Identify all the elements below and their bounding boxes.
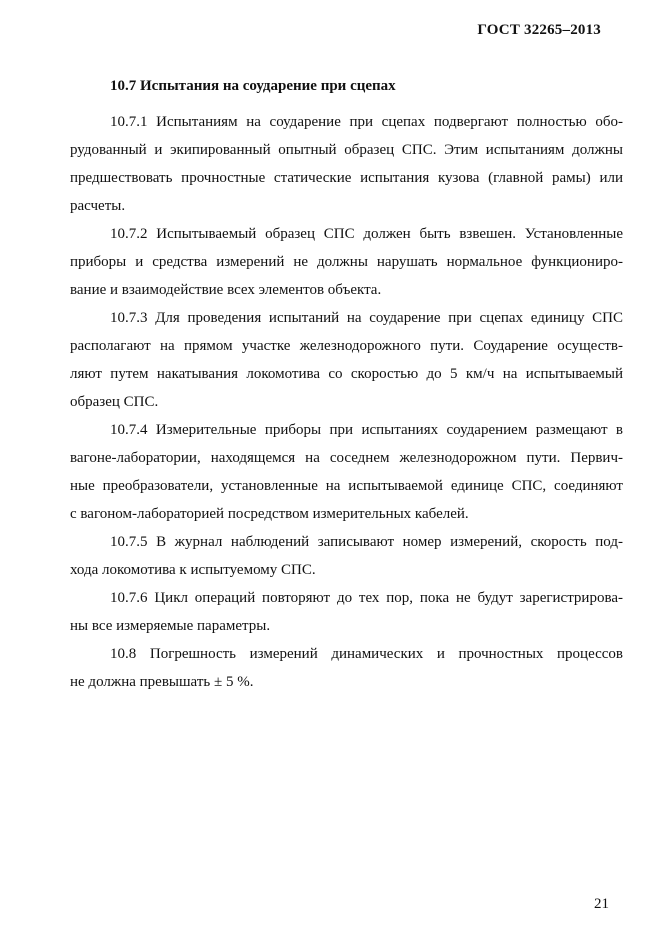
paragraph-line: вагоне-лаборатории, находящемся на соседнем железнодорожном пути. Первич-: [70, 450, 623, 466]
paragraph-line: с вагоном-лабораторией посредством измерительных кабелей.: [70, 506, 469, 522]
paragraph-line: предшествовать прочностные статические испытания кузова (главной рамы) или: [70, 170, 623, 186]
paragraph-line: 10.7.5 В журнал наблюдений записывают номер измерений, скорость под-: [110, 534, 623, 550]
paragraph-line: ляют путем накатывания локомотива со скоростью до 5 км/ч на испытываемый: [70, 366, 623, 382]
paragraph: [70, 220, 623, 304]
paragraph-list: [70, 108, 623, 696]
paragraph: [70, 108, 623, 220]
paragraph-line: 10.7.4 Измерительные приборы при испытаниях соударением размещают в: [110, 422, 623, 438]
paragraph-line: расчеты.: [70, 198, 126, 214]
page-number: 21: [594, 896, 609, 912]
paragraph-line: вание и взаимодействие всех элементов объекта.: [70, 282, 382, 298]
paragraph: [70, 584, 623, 640]
paragraph: [70, 304, 623, 416]
paragraph-line: образец СПС.: [70, 394, 159, 410]
paragraph: [70, 416, 623, 528]
paragraph-line: не должна превышать ± 5 %.: [70, 674, 254, 690]
paragraph-line: ны все измеряемые параметры.: [70, 618, 271, 634]
paragraph-line: ные преобразователи, установленные на испытываемой единице СПС, соединяют: [70, 478, 623, 494]
section-title: 10.7 Испытания на соударение при сцепах: [110, 78, 396, 94]
document-body: [70, 76, 623, 696]
paragraph-line: 10.7.3 Для проведения испытаний на соударение при сцепах единицу СПС: [110, 310, 623, 326]
paragraph-line: приборы и средства измерений не должны нарушать нормальное функциониро-: [70, 254, 623, 270]
paragraph-line: 10.7.2 Испытываемый образец СПС должен быть взвешен. Установленные: [110, 226, 623, 242]
paragraph-line: 10.7.6 Цикл операций повторяют до тех пор, пока не будут зарегистрирова-: [110, 590, 623, 606]
paragraph-line: располагают на прямом участке железнодорожного пути. Соударение осуществ-: [70, 338, 623, 354]
paragraph-line: 10.8 Погрешность измерений динамических и прочностных процессов: [110, 646, 623, 662]
paragraph-line: рудованный и экипированный опытный образец СПС. Этим испытаниям должны: [70, 142, 623, 158]
paragraph-line: 10.7.1 Испытаниям на соударение при сцепах подвергают полностью обо-: [110, 114, 623, 130]
document-code: ГОСТ 32265–2013: [477, 22, 601, 38]
paragraph: [70, 640, 623, 696]
paragraph-line: хода локомотива к испытуемому СПС.: [70, 562, 316, 578]
paragraph: [70, 528, 623, 584]
